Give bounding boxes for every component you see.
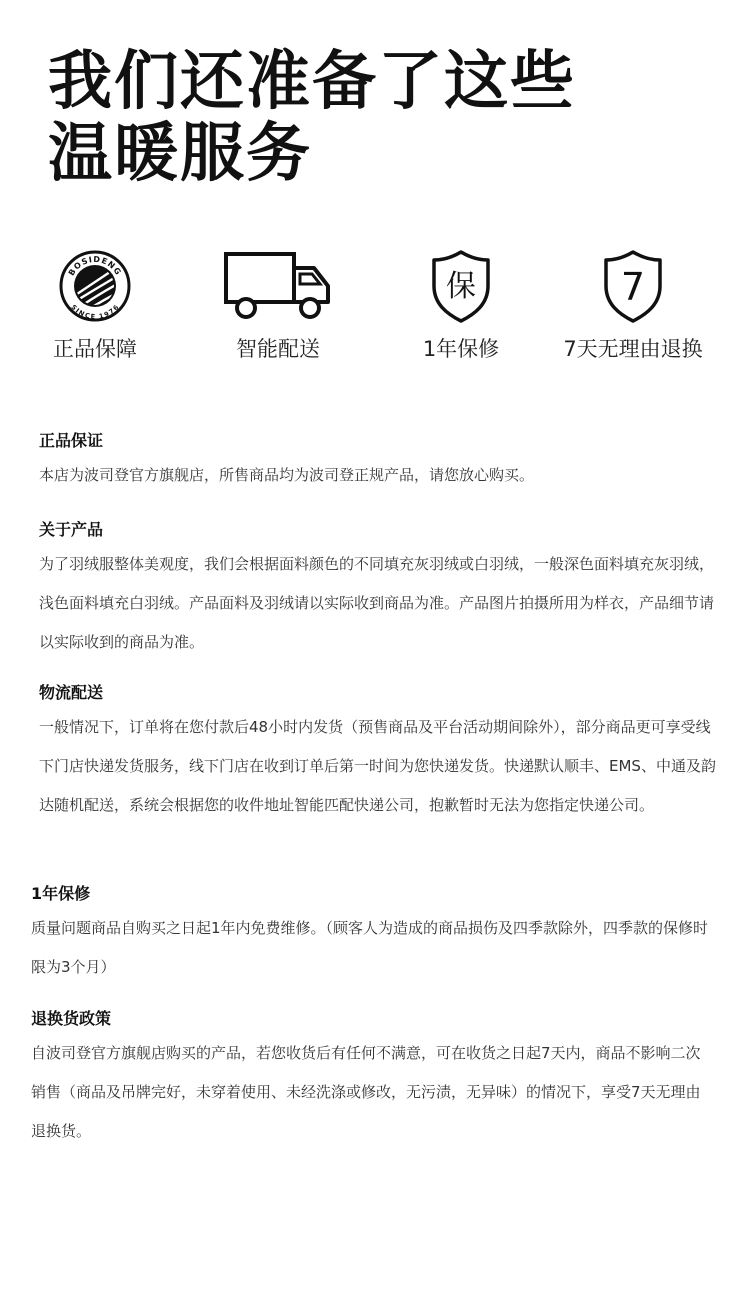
page-headline (48, 46, 576, 190)
section-body: 一般情况下，订单将在您付款后48小时内发货（预售商品及平台活动期间除外），部分商品更可享受线下门店快递发货服务，线下门店在收到订单后第一时间为您快递发货。快递默认顺丰、EMS、中通及韵达随机配送，系统会根据您的收件地址智能匹配快递公司，抱歉暂时无法为您指定快递公司。 (39, 718, 716, 814)
feature-warranty (366, 248, 556, 378)
section-title: 正品保证 (39, 431, 104, 450)
svg-text:BOSIDENG: BOSIDENG (66, 254, 124, 278)
svg-text:7: 7 (620, 265, 646, 309)
feature-delivery (183, 248, 373, 378)
service-features (0, 248, 750, 378)
feature-label-return: 7天无理由退换 (563, 337, 703, 361)
feature-genuine (0, 248, 190, 378)
warranty-shield-icon (366, 248, 556, 324)
brand-seal-icon (0, 248, 190, 324)
seven-day-shield-icon (538, 248, 728, 324)
section-warranty (31, 881, 711, 987)
section-body: 为了羽绒服整体美观度，我们会根据面料颜色的不同填充灰羽绒或白羽绒，一般深色面料填充灰羽绒，浅色面料填充白羽绒。产品面料及羽绒请以实际收到商品为准。产品图片拍摄所用为样衣，产品细节请以实际收到的商品为准。 (39, 555, 715, 651)
section-title: 1年保修 (31, 884, 91, 903)
svg-text:保: 保 (446, 269, 476, 304)
feature-return (538, 248, 728, 378)
section-about-product (39, 517, 719, 662)
headline-line-2: 温暖服务 (48, 117, 312, 191)
section-title: 关于产品 (39, 520, 104, 539)
section-genuine-guarantee (39, 428, 719, 495)
section-body: 本店为波司登官方旗舰店，所售商品均为波司登正规产品，请您放心购买。 (39, 466, 535, 484)
section-body: 质量问题商品自购买之日起1年内免费维修。（顾客人为造成的商品损伤及四季款除外，四季款的保修时限为3个月） (31, 919, 709, 976)
section-body: 自波司登官方旗舰店购买的产品，若您收货后有任何不满意，可在收货之日起7天内，商品不影响二次销售（商品及吊牌完好，未穿着使用、未经洗涤或修改，无污渍，无异味）的情况下，享受7天无理由退换货。 (31, 1044, 701, 1140)
svg-text:SINCE 1976: SINCE 1976 (69, 303, 121, 321)
section-title: 退换货政策 (31, 1009, 112, 1028)
headline-line-1: 我们还准备了这些 (48, 45, 576, 119)
section-title: 物流配送 (39, 683, 104, 702)
section-logistics (39, 680, 719, 825)
delivery-truck-icon (183, 248, 373, 324)
section-return-policy (31, 1006, 711, 1151)
feature-label-delivery: 智能配送 (236, 337, 320, 361)
feature-label-warranty: 1年保修 (422, 337, 500, 361)
feature-label-genuine: 正品保障 (53, 337, 137, 361)
